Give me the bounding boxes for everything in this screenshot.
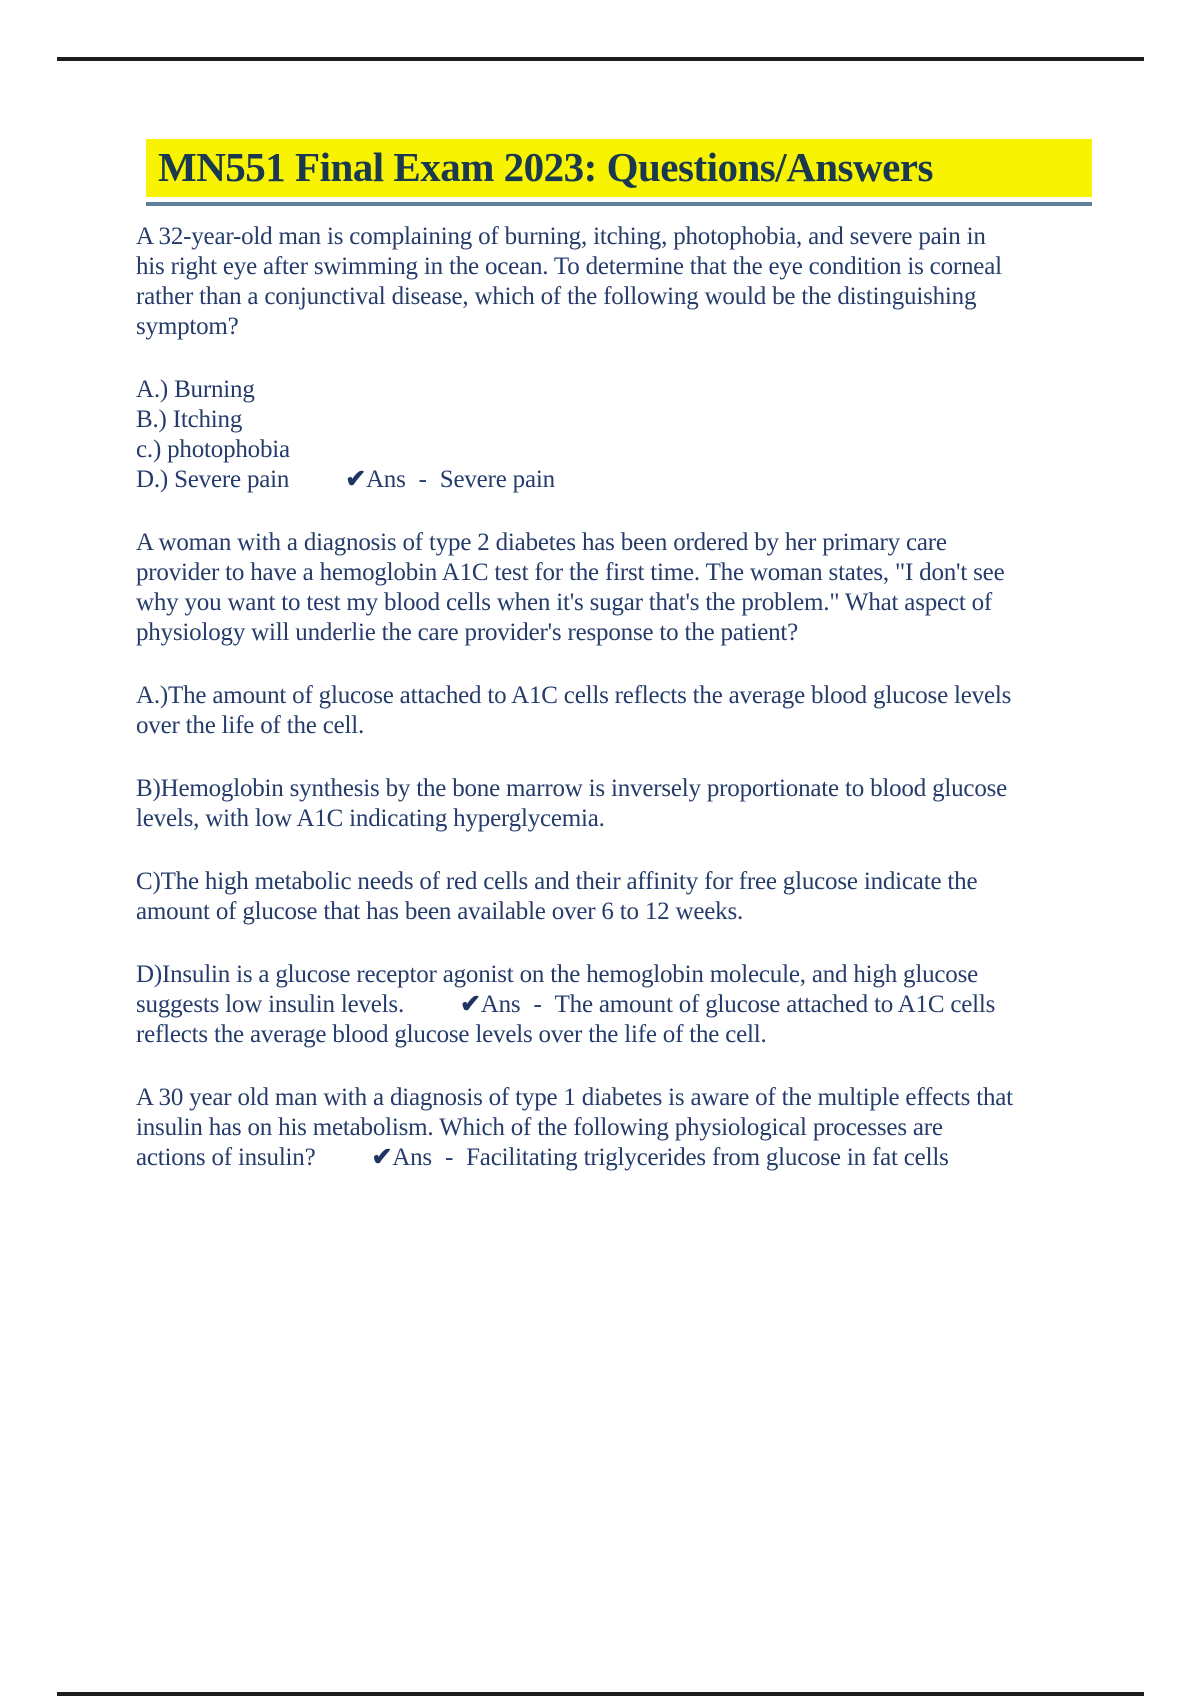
question-block <box>136 222 1016 342</box>
paragraph-text: A woman with a diagnosis of type 2 diabetes has been ordered by her primary care provider to have a hemoglobin A1C test for the first time. The woman states, "I don't see why you want to test my blood cells when it's sugar that's the problem." What aspect of physiology will underlie the care provider's response to the patient? <box>136 529 1005 646</box>
check-icon: ✔ <box>460 991 481 1018</box>
question-block <box>136 528 1016 648</box>
answer-separator: - <box>444 1144 454 1171</box>
paragraph-text: A 30 year old man with a diagnosis of type 1 diabetes is aware of the multiple effects that insulin has on his metabolism. Which of the following physiological processes are actions of insulin? <box>136 1084 1013 1171</box>
answer-text: Severe pain <box>439 466 555 493</box>
exam-title <box>146 139 1092 206</box>
check-icon: ✔ <box>345 466 366 493</box>
paragraph-text: A.)The amount of glucose attached to A1C cells reflects the average blood glucose levels over the life of the cell. <box>136 682 1012 739</box>
paragraph-text: D)Insulin is a glucose receptor agonist on the hemoglobin molecule, and high glucose suggests low insulin levels. <box>136 961 979 1018</box>
document-body <box>136 222 1016 1206</box>
answer-label: Ans <box>365 466 406 493</box>
paragraph-text: B)Hemoglobin synthesis by the bone marrow is inversely proportionate to blood glucose levels, with low A1C indicating hyperglycemia. <box>136 775 1008 832</box>
top-border-rule <box>57 57 1144 61</box>
paragraph-text: C)The high metabolic needs of red cells and their affinity for free glucose indicate the amount of glucose that has been available over 6 to 12 weeks. <box>136 868 978 925</box>
answer-label: Ans <box>480 991 521 1018</box>
bottom-border-rule <box>57 1692 1144 1696</box>
option-line: B.) Itching <box>136 406 243 433</box>
answer-separator: - <box>418 466 427 493</box>
question-block <box>136 681 1016 741</box>
question-block <box>136 867 1016 927</box>
option-line: D.) Severe pain <box>136 466 290 493</box>
question-block <box>136 774 1016 834</box>
page-title: MN551 Final Exam 2023: Questions/Answers <box>146 139 1092 197</box>
question-block <box>136 1083 1016 1173</box>
check-icon: ✔ <box>371 1144 393 1171</box>
answer-separator: - <box>533 991 542 1018</box>
answer-text: The amount of glucose attached to A1C cells reflects the average blood glucose levels over the life of the cell. <box>136 991 996 1048</box>
inline-answer <box>316 1144 949 1171</box>
answer-text: Facilitating triglycerides from glucose in fat cells <box>466 1144 949 1171</box>
answer-label: Ans <box>392 1144 432 1171</box>
title-underline <box>146 202 1092 206</box>
options-block <box>136 375 1016 495</box>
inline-answer <box>289 466 555 493</box>
question-block <box>136 960 1016 1050</box>
paragraph-text: A 32-year-old man is complaining of burning, itching, photophobia, and severe pain in his right eye after swimming in the ocean. To determine that the eye condition is corneal rather than a conjunctival disease, which of the following would be the distinguishing symptom? <box>136 223 1002 340</box>
option-line: c.) photophobia <box>136 436 290 463</box>
option-line: A.) Burning <box>136 376 255 403</box>
